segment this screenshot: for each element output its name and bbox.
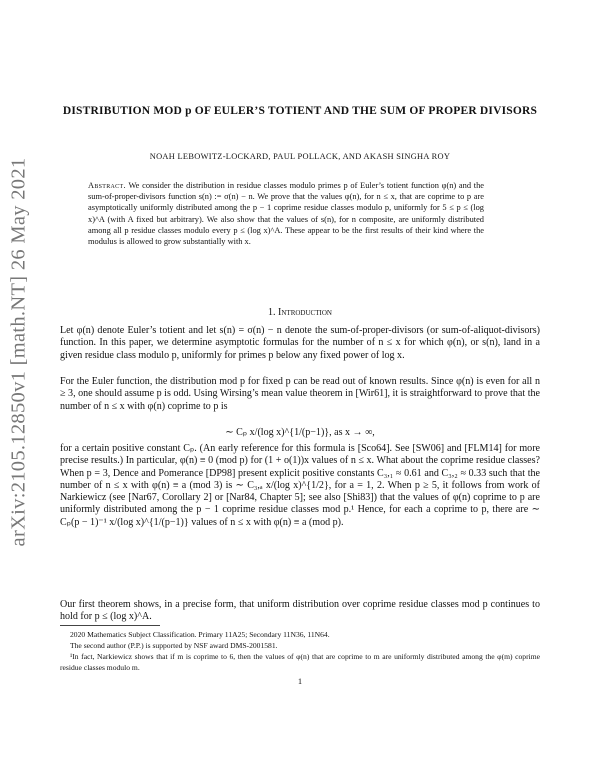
section-heading: [0, 307, 600, 318]
intro-paragraph-1: Let φ(n) denote Euler’s totient and let s(n) = σ(n) − n denote the sum-of-proper-divisors (or sum-of-aliquot-divisors) function. In this paper, we determine asymptotic formulas for the number of n ≤ x for which φ(n), or s(n), land in a given residue class modulo p, uniformly for primes p below any fixed power of log x.: [60, 325, 540, 361]
section-title: Introduction: [278, 307, 332, 318]
footnote-1: ¹In fact, Narkiewicz shows that if m is coprime to 6, then the values of φ(n) that are coprime to m are uniformly distributed among the φ(m) coprime residue classes modulo m.: [60, 652, 540, 672]
abstract-heading: Abstract.: [88, 181, 126, 190]
footnote-support: The second author (P.P.) is supported by NSF award DMS-2001581.: [70, 641, 278, 650]
display-equation: ∼ Cₚ x/(log x)^{1/(p−1)}, as x → ∞,: [225, 427, 375, 438]
arxiv-identifier-text: arXiv:2105.12850v1 [math.NT] 26 May 2021: [7, 157, 30, 547]
arxiv-identifier: [2, 122, 36, 582]
page-number: 1: [297, 676, 303, 686]
intro-paragraph-2: For the Euler function, the distribution mod p for fixed p can be read out of known results. Since φ(n) is even for all n ≥ 3, one should assume p is odd. Using Wirsing’s mean value theorem in [Wir61], it is straightforward to prove that the number of n ≤ x with φ(n) coprime to p is: [60, 376, 540, 412]
abstract: [88, 180, 484, 247]
footnote-rule: [60, 625, 160, 626]
paper-title: DISTRIBUTION MOD p OF EULER’S TOTIENT AND THE SUM OF PROPER DIVISORS: [62, 105, 538, 117]
abstract-text: We consider the distribution in residue classes modulo primes p of Euler’s totient function φ(n) and the sum-of-proper-divisors function s(n) := σ(n) − n. We prove that the values φ(n), for n ≤ x, that are coprime to p are asymptotically uniformly distributed among the p − 1 coprime residue classes modulo p, uniformly for 5 ≤ p ≤ (log x)^A (with A fixed but arbitrary). We also show that the values of s(n), for n composite, are uniformly distributed among all p residue classes modulo every p ≤ (log x)^A. These appear to be the first results of their kind where the modulus is allowed to grow substantially with x.: [88, 181, 484, 247]
intro-paragraph-4: Our first theorem shows, in a precise form, that uniform distribution over coprime residue classes mod p continues to hold for p ≤ (log x)^A.: [60, 599, 540, 623]
paper-authors: NOAH LEBOWITZ-LOCKARD, PAUL POLLACK, AND AKASH SINGHA ROY: [149, 152, 451, 161]
footnote-msc: 2020 Mathematics Subject Classification. Primary 11A25; Secondary 11N36, 11N64.: [70, 630, 330, 639]
section-number: 1.: [268, 307, 276, 318]
intro-paragraph-3: for a certain positive constant Cₚ. (An early reference for this formula is [Sco64]. See [SW06] and [FLM14] for more precise results.) In particular, φ(n) ≡ 0 (mod p) for (1 + o(1))x values of n ≤ x. What about the coprime residue classes? When p = 3, Dence and Pomerance [DP98] present explicit positive constants C₃,₁ ≈ 0.61 and C₃,₂ ≈ 0.33 such that the number of n ≤ x with φ(n) ≡ a (mod 3) is ∼ C₃,ₐ x/(log x)^{1/2}, for a = 1, 2. When p ≥ 5, it follows from work of Narkiewicz (see [Nar67, Corollary 2] or [Nar84, Chapter 5]; see also [Shi83]) that the values of φ(n) coprime to p are uniformly distributed among the p − 1 coprime residue classes mod p.¹ Hence, for each a coprime to p, there are ∼ Cₚ(p − 1)⁻¹ x/(log x)^{1/(p−1)} values of n ≤ x with φ(n) ≡ a (mod p).: [60, 443, 540, 528]
